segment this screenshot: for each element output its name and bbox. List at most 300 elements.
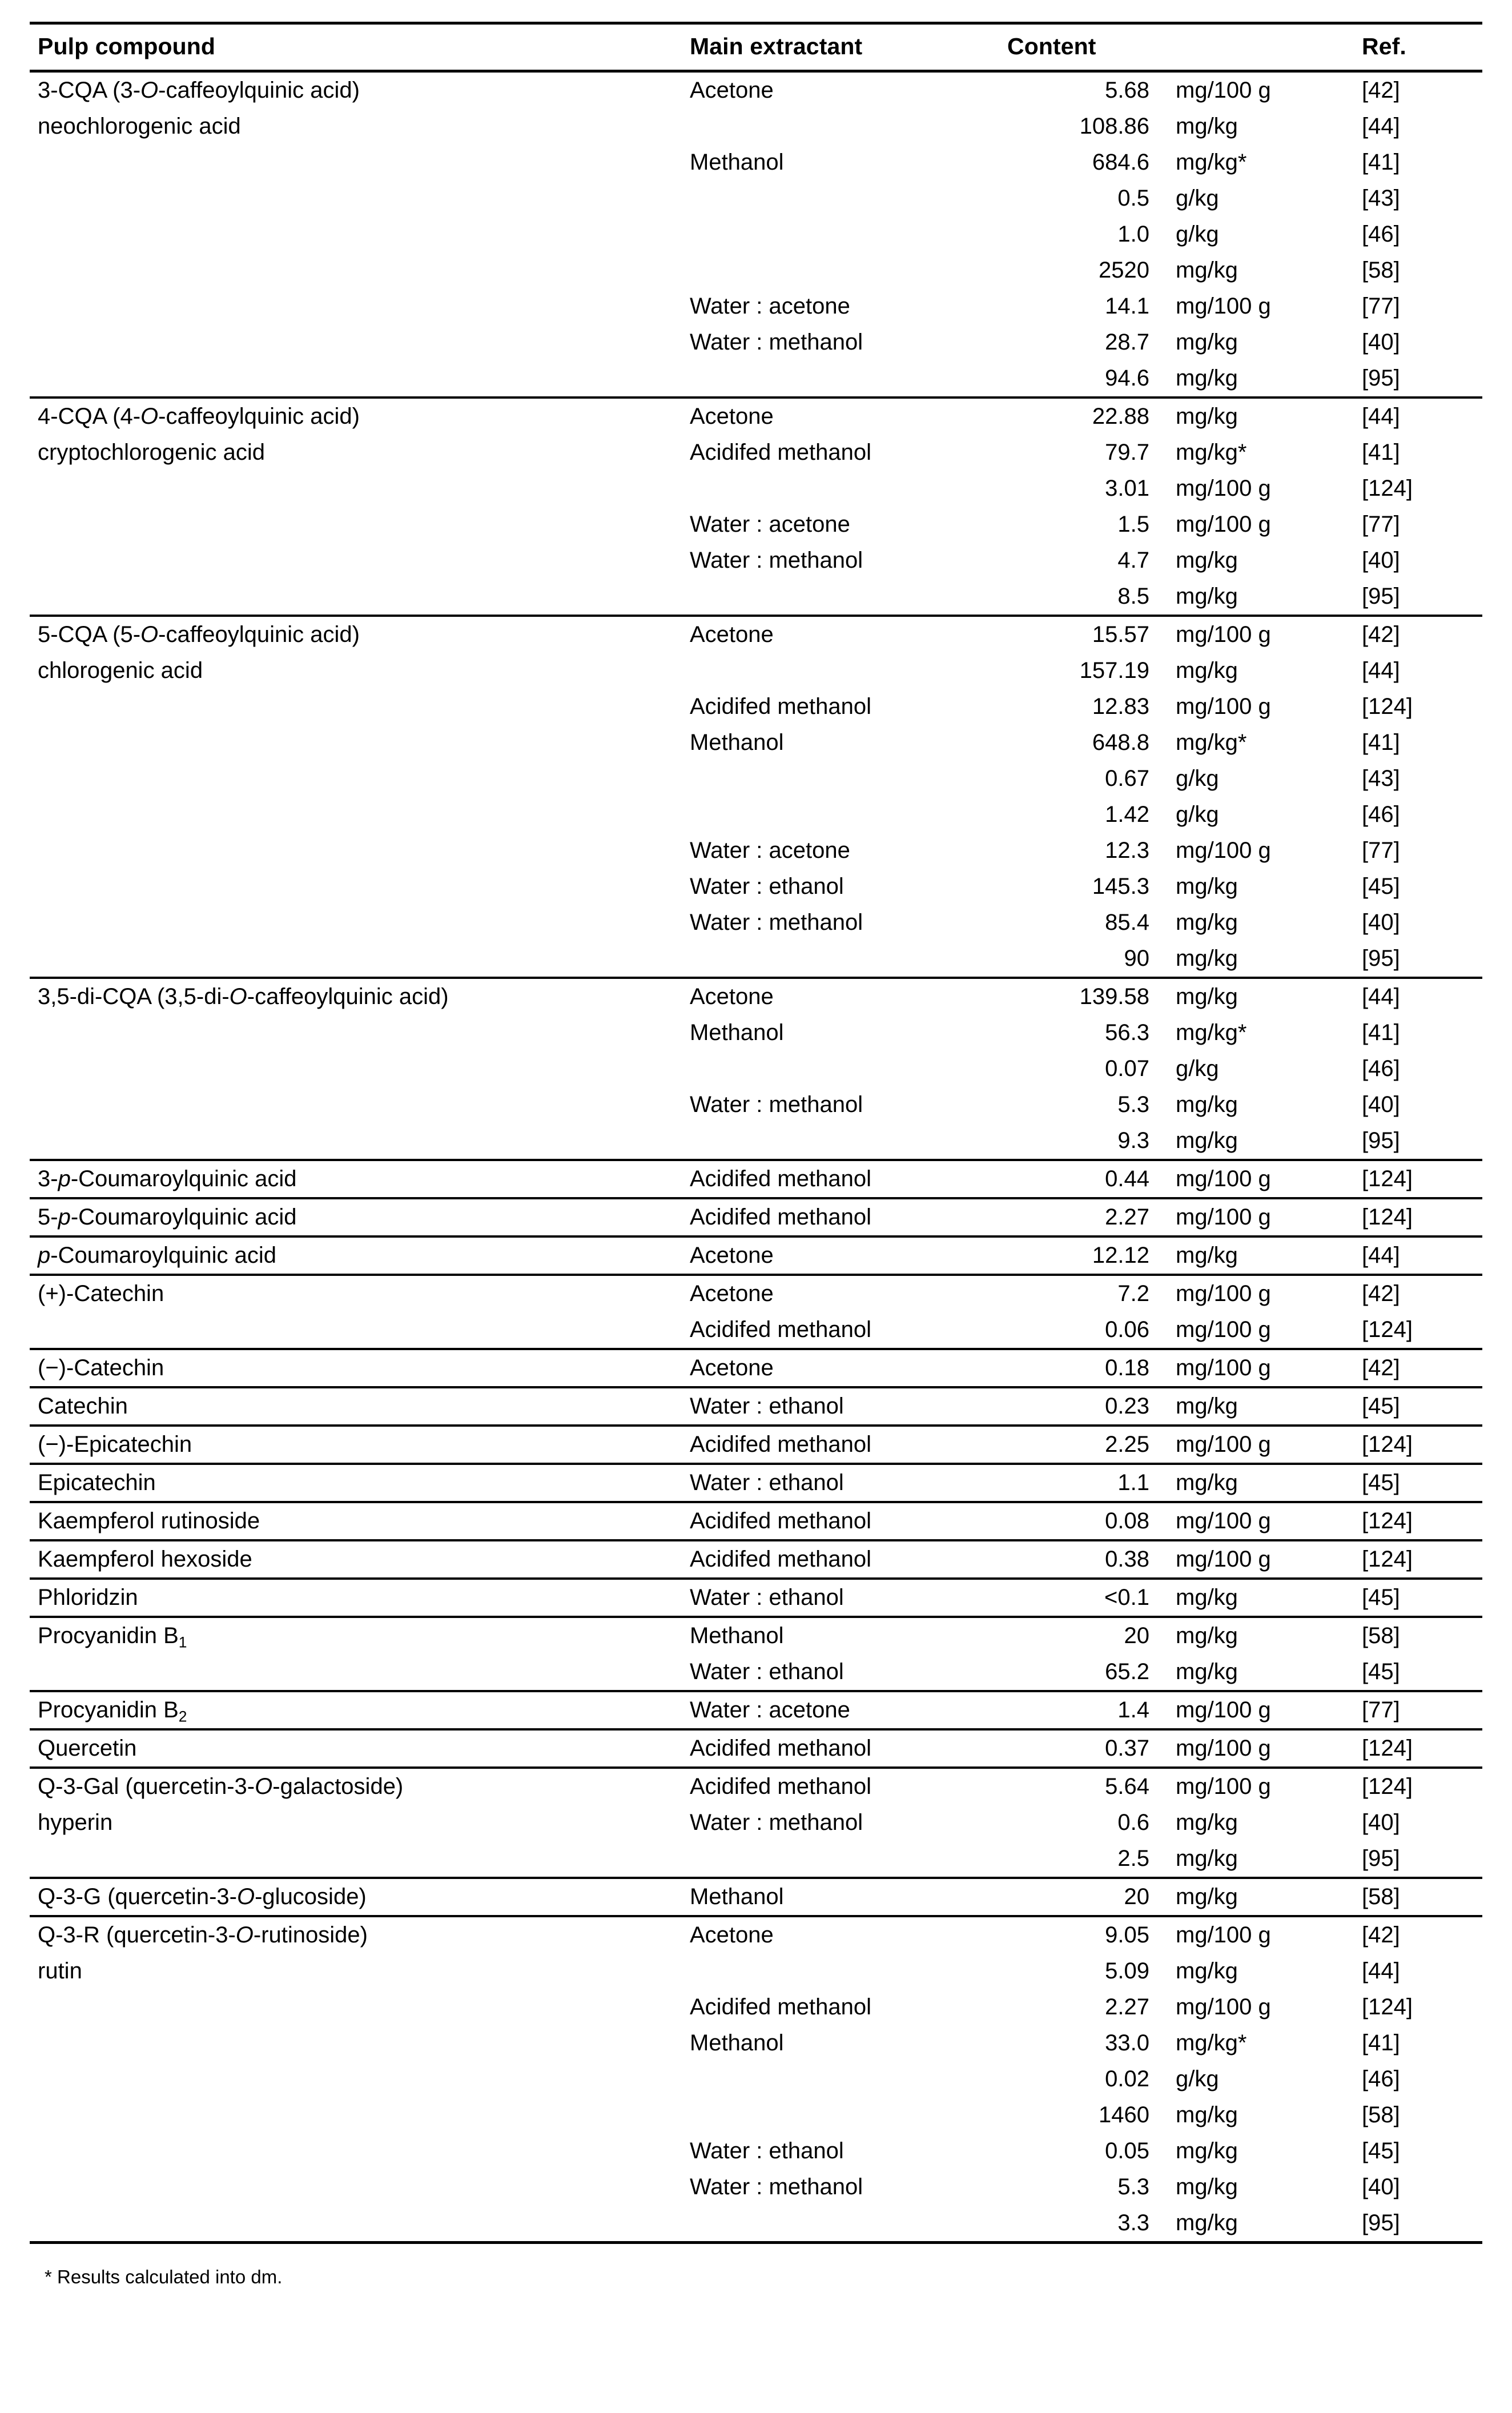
compound-name: 3-p-Coumaroylquinic acid <box>38 1166 297 1191</box>
cell-reference <box>1352 978 1482 1015</box>
extractant-name: Acetone <box>690 622 774 647</box>
cell-compound <box>30 1729 681 1768</box>
compound-name: 4-CQA (4-O-caffeoylquinic acid) <box>38 404 360 429</box>
content-value: 7.2 <box>1117 1281 1149 1306</box>
table-row <box>30 1729 1482 1768</box>
compound-name: Quercetin <box>38 1736 137 1761</box>
content-value: 157.19 <box>1079 658 1149 683</box>
reference-number: [45] <box>1362 1659 1400 1684</box>
cell-content-value <box>1000 144 1169 180</box>
reference-number: [44] <box>1362 984 1400 1009</box>
cell-extractant <box>681 1768 1000 1805</box>
compound-name <box>30 288 681 324</box>
cell-extractant <box>681 653 1000 689</box>
cell-unit <box>1169 2133 1352 2169</box>
reference-number: [42] <box>1362 1922 1400 1948</box>
compound-name <box>30 507 681 543</box>
extractant-name: Acetone <box>690 1355 774 1380</box>
compound-name <box>30 869 681 905</box>
extractant-name: Acidifed methanol <box>690 440 871 465</box>
cell-compound <box>30 1841 681 1878</box>
table-row <box>30 941 1482 978</box>
table-row <box>30 543 1482 579</box>
content-value: 0.05 <box>1105 2138 1149 2163</box>
unit-label: mg/100 g <box>1176 1317 1271 1342</box>
cell-unit <box>1169 1691 1352 1729</box>
cell-compound <box>30 2169 681 2205</box>
unit-label: mg/kg <box>1176 1623 1238 1648</box>
compound-name <box>30 2097 681 2133</box>
cell-extractant <box>681 1426 1000 1464</box>
compound-name <box>30 761 681 797</box>
cell-compound <box>30 1617 681 1654</box>
compound-name: 5-CQA (5-O-caffeoylquinic acid) <box>38 622 360 647</box>
cell-extractant <box>681 324 1000 360</box>
cell-extractant <box>681 761 1000 797</box>
cell-compound <box>30 1051 681 1087</box>
cell-reference <box>1352 1654 1482 1691</box>
cell-extractant <box>681 1236 1000 1275</box>
cell-unit <box>1169 1051 1352 1087</box>
table-row <box>30 2133 1482 2169</box>
reference-number: [124] <box>1362 1205 1413 1230</box>
cell-reference <box>1352 71 1482 109</box>
unit-label: mg/100 g <box>1176 1547 1271 1572</box>
unit-label: mg/kg <box>1176 1243 1238 1268</box>
table-row <box>30 1236 1482 1275</box>
unit-label: mg/100 g <box>1176 1281 1271 1306</box>
reference-number: [124] <box>1362 1547 1413 1572</box>
cell-compound <box>30 905 681 941</box>
reference-number: [40] <box>1362 330 1400 355</box>
cell-reference <box>1352 1953 1482 1989</box>
cell-reference <box>1352 761 1482 797</box>
table-row <box>30 1617 1482 1654</box>
compound-name <box>30 471 681 507</box>
extractant-name <box>681 252 1000 288</box>
cell-compound <box>30 1989 681 2025</box>
unit-label: mg/100 g <box>1176 1697 1271 1723</box>
cell-reference <box>1352 1916 1482 1953</box>
reference-number: [77] <box>1362 1697 1400 1723</box>
cell-unit <box>1169 1236 1352 1275</box>
cell-unit <box>1169 833 1352 869</box>
cell-reference <box>1352 324 1482 360</box>
cell-extractant <box>681 543 1000 579</box>
compound-name: Procyanidin $B_2$ <box>38 1697 187 1725</box>
compound-name <box>30 725 681 761</box>
unit-label: mg/kg <box>1176 1092 1238 1117</box>
content-value: 12.12 <box>1092 1243 1149 1268</box>
reference-number: [46] <box>1362 802 1400 827</box>
content-value: 5.68 <box>1105 78 1149 103</box>
column-header-extractant: Main extractant <box>681 23 1000 71</box>
table-row <box>30 1051 1482 1087</box>
extractant-name: Water : methanol <box>690 2174 863 2199</box>
table-row <box>30 1275 1482 1312</box>
extractant-name <box>681 1841 1000 1877</box>
cell-compound <box>30 1805 681 1841</box>
table-row <box>30 1579 1482 1617</box>
extractant-name: Water : ethanol <box>690 1394 844 1419</box>
cell-unit <box>1169 1617 1352 1654</box>
compound-name <box>30 833 681 869</box>
unit-label: mg/kg <box>1176 1394 1238 1419</box>
cell-content-value <box>1000 71 1169 109</box>
cell-reference <box>1352 1387 1482 1426</box>
compound-name: Kaempferol rutinoside <box>38 1508 260 1533</box>
reference-number: [45] <box>1362 1394 1400 1419</box>
cell-extractant <box>681 1617 1000 1654</box>
cell-extractant <box>681 725 1000 761</box>
cell-content-value <box>1000 797 1169 833</box>
content-value: 5.09 <box>1105 1958 1149 1984</box>
reference-number: [124] <box>1362 1166 1413 1191</box>
cell-content-value <box>1000 2133 1169 2169</box>
unit-label: mg/kg <box>1176 366 1238 391</box>
unit-label: mg/kg <box>1176 1470 1238 1495</box>
extractant-name: Acetone <box>690 1281 774 1306</box>
cell-compound <box>30 579 681 616</box>
reference-number: [40] <box>1362 1810 1400 1835</box>
unit-label: g/kg <box>1176 802 1219 827</box>
column-header-compound: Pulp compound <box>30 23 681 71</box>
cell-unit <box>1169 1916 1352 1953</box>
table-row <box>30 1953 1482 1989</box>
cell-content-value <box>1000 689 1169 725</box>
compound-name <box>30 360 681 396</box>
content-value: 0.38 <box>1105 1547 1149 1572</box>
unit-label: mg/kg <box>1176 1659 1238 1684</box>
reference-number: [45] <box>1362 1470 1400 1495</box>
content-value: 5.3 <box>1117 1092 1149 1117</box>
cell-extractant <box>681 869 1000 905</box>
cell-unit <box>1169 1579 1352 1617</box>
cell-compound <box>30 1464 681 1502</box>
table-row <box>30 1805 1482 1841</box>
cell-compound <box>30 252 681 288</box>
cell-extractant <box>681 2205 1000 2241</box>
cell-reference <box>1352 1540 1482 1579</box>
cell-content-value <box>1000 1464 1169 1502</box>
content-value: 0.67 <box>1105 766 1149 791</box>
unit-label: mg/100 g <box>1176 294 1271 319</box>
compound-name <box>30 144 681 180</box>
compound-name <box>30 2133 681 2169</box>
cell-unit <box>1169 1198 1352 1236</box>
table-row <box>30 797 1482 833</box>
cell-content-value <box>1000 180 1169 216</box>
cell-extractant <box>681 288 1000 324</box>
unit-label: mg/100 g <box>1176 1774 1271 1799</box>
content-value: <0.1 <box>1104 1585 1149 1610</box>
cell-unit <box>1169 1387 1352 1426</box>
cell-reference <box>1352 1617 1482 1654</box>
extractant-name: Water : ethanol <box>690 1659 844 1684</box>
compound-name: (−)-Catechin <box>38 1355 164 1380</box>
cell-unit <box>1169 941 1352 978</box>
content-value: 79.7 <box>1105 440 1149 465</box>
extractant-name: Methanol <box>690 1884 784 1909</box>
cell-compound <box>30 833 681 869</box>
cell-reference <box>1352 1878 1482 1916</box>
reference-number: [43] <box>1362 186 1400 211</box>
content-value: 1460 <box>1099 2102 1149 2127</box>
cell-reference <box>1352 689 1482 725</box>
reference-number: [58] <box>1362 258 1400 283</box>
cell-reference <box>1352 1989 1482 2025</box>
reference-number: [44] <box>1362 658 1400 683</box>
compound-name: 3-CQA (3-O-caffeoylquinic acid) <box>38 78 360 103</box>
content-value: 20 <box>1124 1623 1149 1648</box>
content-value: 22.88 <box>1092 404 1149 429</box>
reference-number: [77] <box>1362 512 1400 537</box>
cell-unit <box>1169 579 1352 616</box>
cell-compound <box>30 2205 681 2241</box>
cell-unit <box>1169 1540 1352 1579</box>
unit-label: mg/kg <box>1176 1958 1238 1984</box>
reference-number: [124] <box>1362 1508 1413 1533</box>
cell-extractant <box>681 1349 1000 1387</box>
cell-content-value <box>1000 869 1169 905</box>
compound-name <box>30 1654 681 1690</box>
cell-extractant <box>681 1198 1000 1236</box>
cell-unit <box>1169 725 1352 761</box>
reference-number: [124] <box>1362 476 1413 501</box>
cell-content-value <box>1000 1654 1169 1691</box>
reference-number: [44] <box>1362 1243 1400 1268</box>
table-row <box>30 2097 1482 2133</box>
cell-unit <box>1169 144 1352 180</box>
cell-compound <box>30 1349 681 1387</box>
cell-unit <box>1169 978 1352 1015</box>
cell-extractant <box>681 616 1000 653</box>
cell-reference <box>1352 216 1482 252</box>
reference-number: [41] <box>1362 150 1400 175</box>
table-row <box>30 2061 1482 2097</box>
compound-name <box>30 1015 681 1051</box>
cell-reference <box>1352 360 1482 398</box>
extractant-name: Water : ethanol <box>690 2138 844 2163</box>
compound-name: Catechin <box>38 1394 128 1419</box>
extractant-name: Water : acetone <box>690 838 850 863</box>
cell-extractant <box>681 398 1000 435</box>
cell-content-value <box>1000 471 1169 507</box>
extractant-name: Acidifed methanol <box>690 1317 871 1342</box>
content-value: 0.02 <box>1105 2066 1149 2091</box>
cell-content-value <box>1000 1729 1169 1768</box>
cell-unit <box>1169 180 1352 216</box>
extractant-name <box>681 2097 1000 2133</box>
extractant-name <box>681 941 1000 977</box>
cell-reference <box>1352 941 1482 978</box>
compound-name: (+)-Catechin <box>38 1281 164 1306</box>
extractant-name <box>681 360 1000 396</box>
cell-reference <box>1352 2205 1482 2241</box>
unit-label: mg/kg <box>1176 404 1238 429</box>
compound-name: p-Coumaroylquinic acid <box>38 1243 276 1268</box>
compound-name: Kaempferol hexoside <box>38 1547 252 1572</box>
unit-label: mg/kg <box>1176 1810 1238 1835</box>
content-value: 0.18 <box>1105 1355 1149 1380</box>
cell-reference <box>1352 180 1482 216</box>
cell-reference <box>1352 1502 1482 1540</box>
unit-label: mg/100 g <box>1176 78 1271 103</box>
cell-extractant <box>681 797 1000 833</box>
cell-unit <box>1169 1015 1352 1051</box>
cell-content-value <box>1000 978 1169 1015</box>
cell-extractant <box>681 1540 1000 1579</box>
cell-content-value <box>1000 360 1169 398</box>
cell-content-value <box>1000 2169 1169 2205</box>
table-row <box>30 1387 1482 1426</box>
unit-label: mg/100 g <box>1176 1355 1271 1380</box>
extractant-name: Water : methanol <box>690 1092 863 1117</box>
pulp-compound-content-table <box>30 22 1482 2241</box>
table-row <box>30 109 1482 144</box>
compound-name: hyperin <box>38 1810 113 1835</box>
cell-extractant <box>681 1916 1000 1953</box>
cell-reference <box>1352 398 1482 435</box>
table-row <box>30 616 1482 653</box>
unit-label: mg/100 g <box>1176 512 1271 537</box>
compound-name <box>30 689 681 725</box>
cell-extractant <box>681 1087 1000 1123</box>
cell-reference <box>1352 1123 1482 1160</box>
extractant-name: Water : acetone <box>690 294 850 319</box>
cell-unit <box>1169 1502 1352 1540</box>
cell-extractant <box>681 1160 1000 1198</box>
compound-name <box>30 324 681 360</box>
content-value: 1.4 <box>1117 1697 1149 1723</box>
reference-number: [40] <box>1362 910 1400 935</box>
cell-unit <box>1169 543 1352 579</box>
column-header-ref: Ref. <box>1352 23 1482 71</box>
table-row <box>30 905 1482 941</box>
extractant-name <box>681 109 1000 144</box>
cell-reference <box>1352 2025 1482 2061</box>
cell-compound <box>30 543 681 579</box>
extractant-name: Methanol <box>690 1623 784 1648</box>
reference-number: [43] <box>1362 766 1400 791</box>
table-row <box>30 1312 1482 1349</box>
unit-label: mg/kg <box>1176 658 1238 683</box>
table-footnote: * Results calculated into dm. <box>45 2266 283 2287</box>
column-header-unit <box>1169 23 1352 71</box>
unit-label: mg/kg <box>1176 2210 1238 2235</box>
cell-unit <box>1169 398 1352 435</box>
extractant-name <box>681 216 1000 252</box>
content-value: 2520 <box>1099 258 1149 283</box>
cell-unit <box>1169 869 1352 905</box>
content-value: 0.6 <box>1117 1810 1149 1835</box>
cell-content-value <box>1000 761 1169 797</box>
content-value: 1.0 <box>1117 222 1149 247</box>
cell-reference <box>1352 653 1482 689</box>
cell-reference <box>1352 1051 1482 1087</box>
compound-name <box>30 797 681 833</box>
compound-name <box>30 579 681 615</box>
table-row <box>30 324 1482 360</box>
unit-label: mg/100 g <box>1176 838 1271 863</box>
table-row <box>30 180 1482 216</box>
reference-number: [77] <box>1362 294 1400 319</box>
cell-compound <box>30 797 681 833</box>
cell-compound <box>30 1878 681 1916</box>
compound-name <box>30 1841 681 1877</box>
cell-reference <box>1352 109 1482 144</box>
table-row <box>30 71 1482 109</box>
reference-number: [41] <box>1362 440 1400 465</box>
cell-compound <box>30 2133 681 2169</box>
cell-compound <box>30 71 681 109</box>
cell-content-value <box>1000 1236 1169 1275</box>
compound-name <box>30 2205 681 2241</box>
content-value: 4.7 <box>1117 548 1149 573</box>
cell-content-value <box>1000 109 1169 144</box>
cell-compound <box>30 1426 681 1464</box>
content-value: 20 <box>1124 1884 1149 1909</box>
reference-number: [42] <box>1362 78 1400 103</box>
content-value: 3.3 <box>1117 2210 1149 2235</box>
content-value: 1.5 <box>1117 512 1149 537</box>
cell-unit <box>1169 2097 1352 2133</box>
cell-unit <box>1169 653 1352 689</box>
cell-reference <box>1352 1015 1482 1051</box>
table-row <box>30 869 1482 905</box>
table-row <box>30 978 1482 1015</box>
compound-name <box>30 905 681 941</box>
extractant-name <box>681 1953 1000 1989</box>
cell-unit <box>1169 109 1352 144</box>
cell-extractant <box>681 2169 1000 2205</box>
cell-extractant <box>681 689 1000 725</box>
cell-unit <box>1169 1087 1352 1123</box>
reference-number: [95] <box>1362 366 1400 391</box>
extractant-name: Acetone <box>690 404 774 429</box>
extractant-name: Acidifed methanol <box>690 1547 871 1572</box>
content-value: 108.86 <box>1079 114 1149 139</box>
table-row <box>30 833 1482 869</box>
table-row <box>30 579 1482 616</box>
cell-extractant <box>681 941 1000 978</box>
content-value: 0.5 <box>1117 186 1149 211</box>
content-value: 5.64 <box>1105 1774 1149 1799</box>
cell-content-value <box>1000 833 1169 869</box>
reference-number: [58] <box>1362 1623 1400 1648</box>
cell-compound <box>30 1087 681 1123</box>
cell-reference <box>1352 1691 1482 1729</box>
cell-content-value <box>1000 543 1169 579</box>
compound-name <box>30 543 681 579</box>
compound-name: 3,5-di-CQA (3,5-di-O-caffeoylquinic acid) <box>38 984 449 1009</box>
cell-compound <box>30 616 681 653</box>
content-value: 90 <box>1124 946 1149 971</box>
reference-number: [95] <box>1362 1846 1400 1871</box>
cell-reference <box>1352 2097 1482 2133</box>
cell-compound <box>30 689 681 725</box>
cell-unit <box>1169 360 1352 398</box>
cell-extractant <box>681 2061 1000 2097</box>
reference-number: [124] <box>1362 1317 1413 1342</box>
cell-unit <box>1169 2205 1352 2241</box>
table-row <box>30 1015 1482 1051</box>
cell-content-value <box>1000 1198 1169 1236</box>
unit-label: g/kg <box>1176 222 1219 247</box>
cell-reference <box>1352 1426 1482 1464</box>
cell-content-value <box>1000 1768 1169 1805</box>
cell-content-value <box>1000 2205 1169 2241</box>
